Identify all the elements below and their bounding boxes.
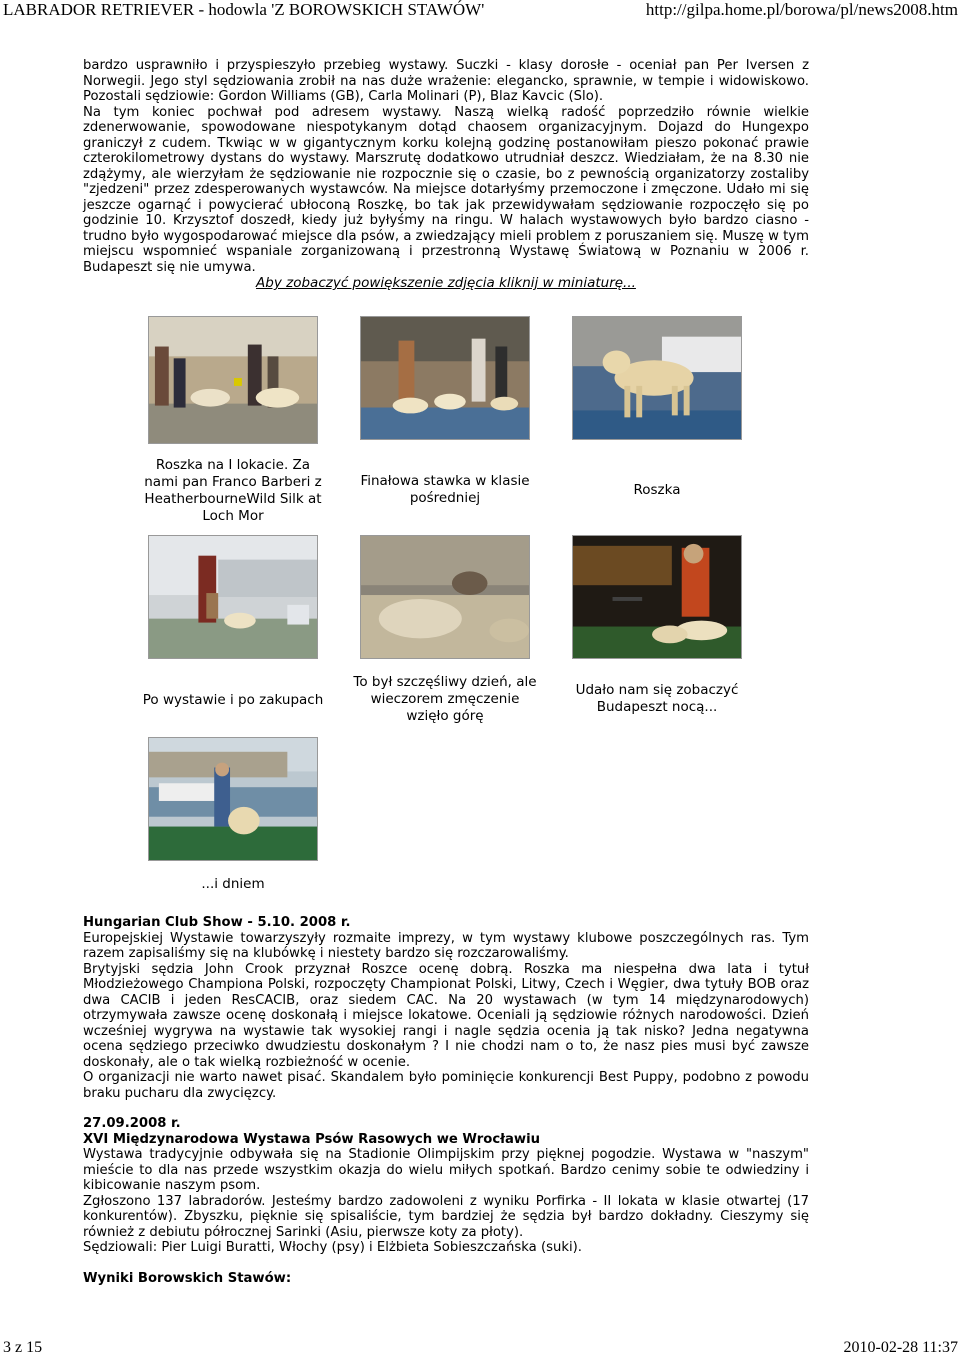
photo-caption-2: Finałowa stawka w klasie pośredniej	[360, 473, 530, 506]
photo-caption-6: Udało nam się zobaczyć Budapeszt nocą...	[575, 682, 739, 715]
print-header	[0, 0, 960, 22]
wroclaw-paragraph-1: Wystawa tradycyjnie odbywała się na Stadionie Olimpijskim przy pięknej pogodzie. Wystawa w "naszym" mieście to dla nas przede wszystkim okazja do wielu miłych spotkań. Bardzo cenimy sobie te odwiedziny i kibicowanie naszym psom.	[83, 1147, 809, 1193]
photo-thumbnail-after-show[interactable]	[148, 535, 318, 659]
hungarian-heading: Hungarian Club Show - 5.10. 2008 r.	[83, 915, 351, 930]
hungarian-paragraph-1: Europejskiej Wystawie towarzyszyły rozmaite imprezy, w tym wystawy klubowe poszczególnych ras. Tym razem zapisaliśmy się na klubówkę i niestety bardzo się rozczarowaliśmy.	[83, 930, 809, 961]
lineup-photo-image	[361, 317, 529, 439]
photo-thumbnail-roszka[interactable]	[572, 316, 742, 440]
wroclaw-paragraph-2: Zgłoszono 137 labradorów. Jesteśmy bardzo zadowoleni z wyniku Porfirka - II lokata w klasie otwartej (17 konkurentów). Zbyszku, pięknie się spisaliście, tym bardziej że sędzia był bardzo dokładny. Cieszymy się również z debiutu półrocznej Sarinki (Asiu, pierwsze koty za płoty).	[83, 1193, 809, 1240]
photo-thumbnail-budapest-night[interactable]	[572, 535, 742, 659]
night-photo-image	[573, 536, 741, 658]
photo-caption-4: Po wystawie i po zakupach	[142, 692, 324, 708]
print-footer	[0, 1339, 960, 1357]
intro-paragraph-2: Na tym koniec pochwał pod adresem wystawy. Naszą wielką radość poprzedziło równie wielkie zdenerwowanie, spowodowane niespotykanym dotąd chaosem organizacyjnym. Dojazd do Hungexpo graniczył z cudem. Tkwiąc w w gigantycznym korku kolejną godzinę postanowiłam pieszo pokonać prawie czterokilometrowy dystans do wystawy. Marszrutę dodatkowo utrudniał deszcz. Wiedziałam, że na 8.30 nie zdążymy, ale wierzyłam że sędziowanie nie rozpocznie się o czasie, bo z pewnością organizatorzy zostaliby "zjedzeni" przez zdesperowanych wystawców. Na miejsce dotarłyśmy przemoczone i zmęczone. Udało mi się jeszcze ogarnąć i powycierać ubłoconą Roszkę, bo tak jak przewidywałam sędziowanie rozpoczęło się po godzinie 10. Krzysztof doszedł, kiedy już byłyśmy na ringu. W halach wystawowych było bardzo ciasno - trudno było wygospodarować miejsce dla psów, a zwiedzający mieli problem z poruszaniem się. Muszę w tym miejscu wspomnieć wspaniale zorganizowaną i przestronną Wystawę Światową w Poznaniu w 2006 r. Budapeszt się nie umywa.	[83, 104, 809, 275]
photo-caption-7: ...i dniem	[201, 876, 265, 892]
page-url: http://gilpa.home.pl/borowa/pl/news2008.htm	[645, 0, 958, 19]
photo-caption-3: Roszka	[633, 482, 681, 498]
wroclaw-show-section	[83, 1116, 809, 1286]
spacer	[83, 1256, 809, 1271]
photo-caption-1: Roszka na I lokacie. Za nami pan Franco Barberi z HeatherbourneWild Silk at Loch Mor	[144, 457, 322, 524]
day-photo-image	[149, 738, 317, 860]
results-heading: Wyniki Borowskich Stawów:	[83, 1270, 292, 1286]
gallery-hint	[83, 275, 809, 291]
hungarian-club-show-section	[83, 915, 809, 1101]
ring-photo-image	[149, 317, 317, 443]
hungarian-paragraph-2: Brytyjski sędzia John Crook przyznał Roszce ocenę dobrą. Roszka ma niespełna dwa lata i tytuł Młodzieżowego Championa Polski, rozpoczęty Championat Polski, Litwy, Czech i Węgier, dwa tytuły BOB oraz dwa CACIB i jeden ResCACIB, oraz siedem CAC. Na 20 wystawach (w tym 14 międzynarodowych) otrzymywała zawsze ocenę doskonałą i miejsce lokatowe. Oceniali ją sędziowie różnych narodowości. Dzień wcześniej wygrywa na wystawie tak wysokiej rangi i nagle sędzia ocenia ją tak nisko? Jedna negatywna ocena sędziego przeciwko dwudziestu doskonałym ? I nie chodzi nam o to, że nasz pies musi być zawsze doskonały, ale o tak wielką rozbieżność w ocenie.	[83, 961, 809, 1070]
photo-thumbnail-evening-rest[interactable]	[360, 535, 530, 659]
after-show-photo-image	[149, 536, 317, 658]
hungarian-paragraph-3: O organizacji nie warto nawet pisać. Skandalem było pominięcie konkurencji Best Puppy, podobno z powodu braku pucharu dla zwycięzcy.	[83, 1070, 809, 1101]
page-title: LABRADOR RETRIEVER - hodowla 'Z BOROWSKICH STAWÓW'	[3, 0, 485, 19]
wroclaw-paragraph-3: Sędziowali: Pier Luigi Buratti, Włochy (psy) i Elżbieta Sobieszczańska (suki).	[83, 1240, 582, 1255]
photo-thumbnail-final-lineup[interactable]	[360, 316, 530, 440]
print-datetime: 2010-02-28 11:37	[843, 1339, 958, 1356]
photo-caption-5: To był szczęśliwy dzień, ale wieczorem zmęczenie wzięło górę	[353, 674, 537, 724]
roszka-photo-image	[573, 317, 741, 439]
wroclaw-date: 27.09.2008 r.	[83, 1116, 181, 1131]
gallery-hint-text: Aby zobaczyć powiększenie zdjęcia kliknij w miniaturę...	[256, 275, 636, 291]
photo-thumbnail-budapest-day[interactable]	[148, 737, 318, 861]
photo-thumbnail-ring-first-place[interactable]	[148, 316, 318, 444]
wroclaw-heading: XVI Międzynarodowa Wystawa Psów Rasowych we Wrocławiu	[83, 1131, 541, 1147]
intro-text	[83, 58, 809, 275]
page-counter: 3 z 15	[3, 1339, 43, 1356]
evening-photo-image	[361, 536, 529, 658]
intro-paragraph-1: bardzo usprawniło i przyspieszyło przebieg wystawy. Suczki - klasy dorosłe - oceniał pan Per Iversen z Norwegii. Jego styl sędziowania zrobił na nas duże wrażenie: elegancko, sprawnie, w tempie i widowiskowo. Pozostali sędziowie: Gordon Williams (GB), Carla Molinari (P), Blaz Kavcic (Slo).	[83, 58, 809, 104]
